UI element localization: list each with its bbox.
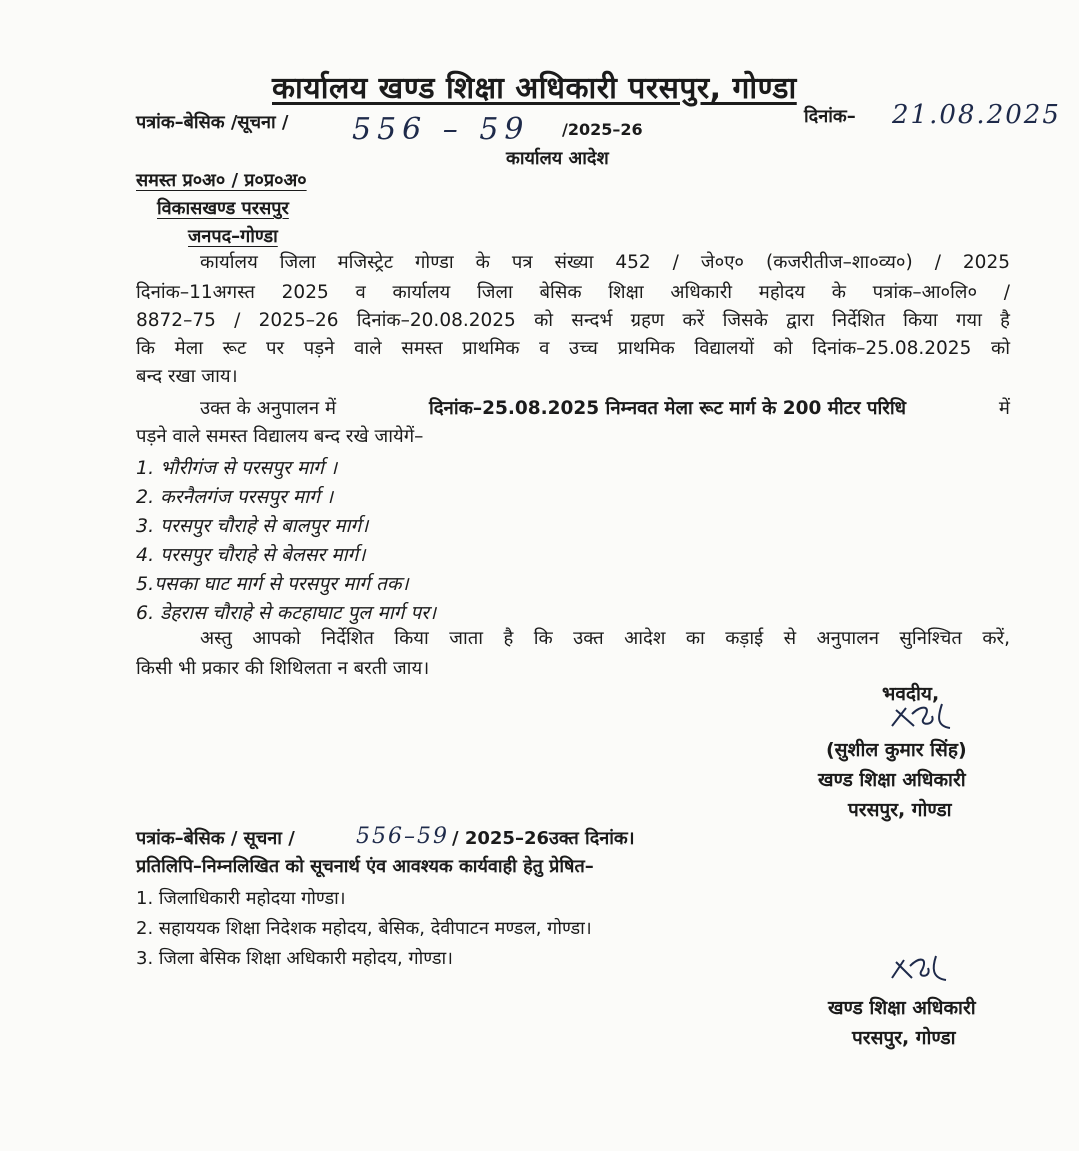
paragraph-1-line-4: कि मेला रूट पर पड़ने वाले समस्त प्राथमिक व उच्च प्राथमिक विद्यालयों को दिनांक–25.08.2025 को: [136, 338, 1010, 359]
signatory-designation: खण्ड शिक्षा अधिकारी: [818, 769, 966, 791]
reference-number-handwritten: 556 – 59: [352, 112, 530, 147]
date-handwritten: 21.08.2025: [892, 100, 1061, 130]
signatory-designation-2: खण्ड शिक्षा अधिकारी: [828, 997, 976, 1019]
order-heading: कार्यालय आदेश: [506, 148, 609, 169]
paragraph-1-line-5: बन्द रखा जाय।: [136, 366, 238, 387]
paragraph-2-bold-date: दिनांक–25.08.2025 निम्नवत मेला रूट मार्ग के 200 मीटर परिधि: [428, 398, 906, 419]
signature-mark-2: [886, 950, 956, 990]
copy-recipient: 2. सहाययक शिक्षा निदेशक महोदय, बेसिक, देवीपाटन मण्डल, गोण्डा।: [136, 918, 592, 939]
paragraph-2-line-1: [200, 396, 1010, 422]
addressee-line-1: समस्त प्र०अ० / प्र०प्र०अ०: [136, 170, 307, 191]
route-item: 2. करनैलगंज परसपुर मार्ग ।: [136, 486, 334, 508]
date-label: दिनांक–: [804, 106, 856, 127]
route-item: 5.पसका घाट मार्ग से परसपुर मार्ग तक।: [136, 573, 409, 595]
closing-text: भवदीय,: [882, 683, 940, 705]
paragraph-3-line-2: किसी भी प्रकार की शिथिलता न बरती जाय।: [136, 658, 430, 679]
paragraph-2-line-2: पड़ने वाले समस्त विद्यालय बन्द रखे जायेगें–: [136, 426, 424, 447]
signatory-place: परसपुर, गोण्डा: [848, 799, 952, 821]
signatory-place-2: परसपुर, गोण्डा: [852, 1027, 956, 1049]
reference-year: /2025–26: [562, 120, 643, 139]
addressee-line-2: विकासखण्ड परसपुर: [157, 198, 289, 219]
paragraph-2-prefix: उक्त के अनुपालन में: [200, 398, 337, 419]
copy-recipient: 3. जिला बेसिक शिक्षा अधिकारी महोदय, गोण्डा।: [136, 948, 453, 969]
copy-reference-number-handwritten: 556–59: [356, 824, 449, 849]
paragraph-1-line-3: 8872–75 / 2025–26 दिनांक–20.08.2025 को सन्दर्भ ग्रहण करें जिसके द्वारा निर्देशित किया गया है: [136, 310, 1010, 331]
paragraph-2-suffix: में: [998, 398, 1010, 419]
paragraph-1-line-1: कार्यालय जिला मजिस्ट्रेट गोण्डा के पत्र संख्या 452 / जे०ए० (कजरीतीज–शा०व्य०) / 2025: [200, 252, 1010, 273]
copy-reference-prefix: पत्रांक–बेसिक / सूचना /: [136, 828, 295, 849]
copy-reference-suffix: / 2025–26उक्त दिनांक।: [452, 828, 635, 849]
copy-heading: प्रतिलिपि–निम्नलिखित को सूचनार्थ एंव आवश्यक कार्यवाही हेतु प्रेषित–: [136, 856, 594, 877]
signature-mark: [884, 696, 964, 738]
signatory-name: (सुशील कुमार सिंह): [826, 739, 967, 761]
reference-prefix: पत्रांक–बेसिक /सूचना /: [136, 112, 289, 133]
route-item: 6. डेहरास चौराहे से कटहाघाट पुल मार्ग पर।: [136, 602, 437, 624]
paragraph-3-line-1: अस्तु आपको निर्देशित किया जाता है कि उक्त आदेश का कड़ाई से अनुपालन सुनिश्चित करें,: [200, 628, 1010, 649]
office-title: कार्यालय खण्ड शिक्षा अधिकारी परसपुर, गोण्डा: [272, 71, 797, 106]
addressee-line-3: जनपद–गोण्डा: [188, 226, 278, 247]
route-item: 4. परसपुर चौराहे से बेलसर मार्ग।: [136, 544, 366, 566]
copy-recipient: 1. जिलाधिकारी महोदया गोण्डा।: [136, 888, 346, 909]
route-item: 3. परसपुर चौराहे से बालपुर मार्ग।: [136, 515, 369, 537]
route-item: 1. भौरीगंज से परसपुर मार्ग ।: [136, 457, 338, 479]
paragraph-1-line-2: दिनांक–11अगस्त 2025 व कार्यालय जिला बेसिक शिक्षा अधिकारी महोदय के पत्रांक–आ०लि० /: [136, 282, 1010, 303]
